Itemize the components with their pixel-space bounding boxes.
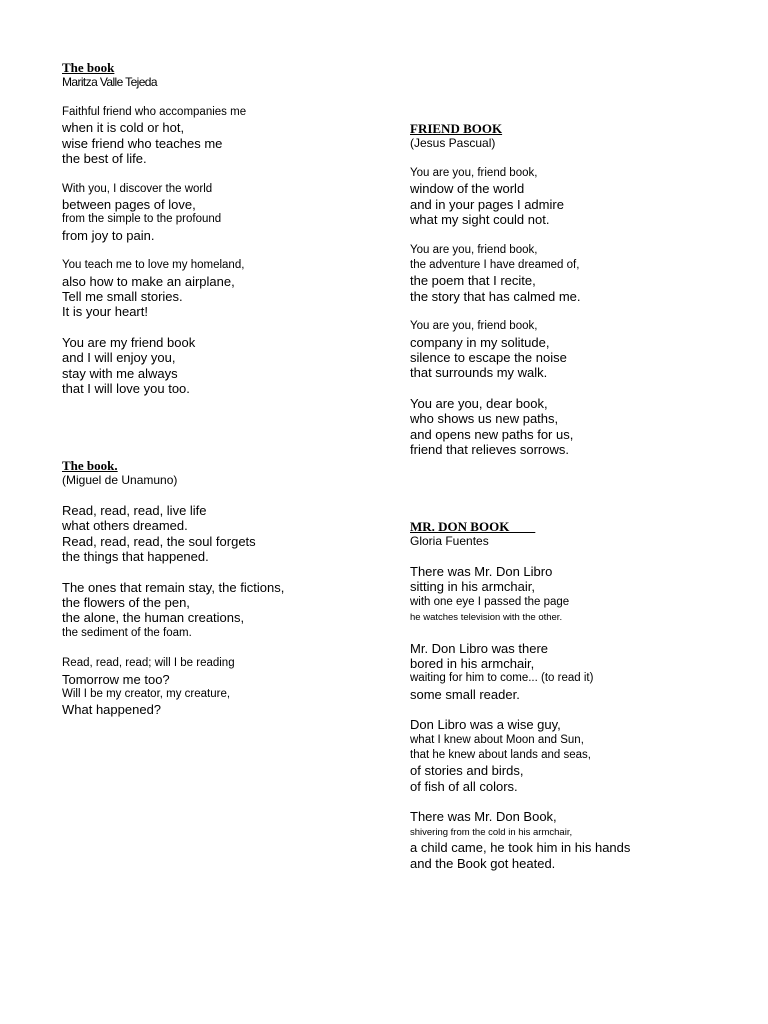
poem-line: the things that happened.	[62, 549, 209, 565]
poem-line: window of the world	[410, 181, 525, 197]
poem-title: The book.	[62, 458, 118, 473]
poem-line: who shows us new paths,	[410, 411, 559, 427]
poem-line: Faithful friend who accompanies me	[62, 106, 247, 118]
poem-line: and opens new paths for us,	[410, 426, 574, 442]
poem-line: from joy to pain.	[62, 227, 155, 243]
poem-stanza	[410, 641, 750, 703]
poem-line: the story that has calmed me.	[410, 288, 581, 304]
poem-line: Don Libro was a wise guy,	[410, 717, 561, 733]
poem-stanza	[410, 564, 750, 626]
poem-line: There was Mr. Don Book,	[410, 809, 557, 825]
poem-line: Read, read, read; will I be reading	[62, 657, 235, 670]
poem-line: Read, read, read, the soul forgets	[62, 533, 256, 549]
poem-author: Gloria Fuentes	[410, 534, 489, 548]
poem-stanza	[410, 166, 750, 228]
poem-line: with one eye I passed the page	[410, 595, 570, 608]
poem-the-book-valle	[62, 60, 382, 397]
poem-line: the sediment of the foam.	[62, 626, 192, 639]
poem-line: sitting in his armchair,	[410, 579, 535, 595]
poem-line: also how to make an airplane,	[62, 273, 235, 289]
poem-line: from the simple to the profound	[62, 213, 222, 226]
poem-author: (Jesus Pascual)	[410, 136, 496, 150]
poem-friend-book	[410, 121, 750, 458]
poem-line: what my sight could not.	[410, 212, 550, 228]
poem-author: Maritza Valle Tejeda	[62, 75, 157, 89]
poem-line: a child came, he took him in his hands	[410, 840, 631, 856]
poem-the-book-unamuno	[62, 458, 382, 718]
poem-line: that I will love you too.	[62, 381, 190, 397]
poem-line: what others dreamed.	[62, 518, 188, 534]
poem-line: You are you, friend book,	[410, 320, 538, 333]
poem-line: Will I be my creator, my creature,	[62, 688, 231, 701]
poem-title: MR. DON BOOK	[410, 519, 536, 534]
poem-line: With you, I discover the world	[62, 182, 213, 195]
poem-line: the adventure I have dreamed of,	[410, 259, 580, 272]
poem-stanza	[62, 335, 382, 397]
poem-line: Tell me small stories.	[62, 289, 183, 305]
poem-title: FRIEND BOOK	[410, 121, 503, 136]
poem-line: of fish of all colors.	[410, 778, 518, 794]
poem-stanza	[62, 580, 382, 642]
poem-stanza	[410, 319, 750, 381]
poem-line: It is your heart!	[62, 304, 148, 320]
poem-title: The book	[62, 60, 115, 75]
poem-stanza	[62, 503, 382, 565]
poem-line: waiting for him to come... (to read it)	[410, 672, 594, 685]
poem-line: wise friend who teaches me	[62, 135, 223, 151]
poem-line: company in my solitude,	[410, 334, 550, 350]
poem-line: What happened?	[62, 702, 162, 718]
poem-line: Read, read, read, live life	[62, 503, 207, 518]
poem-stanza	[410, 396, 750, 458]
poem-stanza	[410, 243, 750, 305]
poem-line: stay with me always	[62, 365, 178, 381]
poem-line: You teach me to love my homeland,	[62, 259, 245, 272]
poem-line: that he knew about lands and seas,	[410, 749, 591, 762]
poem-mr-don-book	[410, 519, 750, 871]
poem-line: There was Mr. Don Libro	[410, 564, 553, 579]
poem-line: You are you, dear book,	[410, 395, 548, 411]
poem-line: some small reader.	[410, 686, 520, 702]
poem-line: and I will enjoy you,	[62, 350, 176, 366]
poem-line: the poem that I recite,	[410, 273, 536, 289]
poem-stanza	[62, 656, 382, 718]
poem-line: You are you, friend book,	[410, 167, 538, 179]
poem-stanza	[62, 182, 382, 244]
poem-line: the best of life.	[62, 151, 147, 167]
poem-line: what I knew about Moon and Sun,	[410, 733, 584, 746]
poem-line: he watches television with the other.	[410, 612, 563, 624]
poem-line: of stories and birds,	[410, 763, 524, 779]
poem-author: (Miguel de Unamuno)	[62, 473, 178, 487]
poem-line: You are you, friend book,	[410, 243, 538, 256]
poem-stanza	[410, 809, 750, 871]
poem-stanza	[62, 258, 382, 320]
poem-line: You are my friend book	[62, 334, 196, 350]
poem-line: the flowers of the pen,	[62, 595, 190, 611]
poem-stanza	[410, 717, 750, 794]
poem-line: friend that relieves sorrows.	[410, 442, 569, 458]
poem-line: The ones that remain stay, the fictions,	[62, 579, 285, 595]
poem-line: that surrounds my walk.	[410, 365, 548, 381]
poem-line: and the Book got heated.	[410, 855, 556, 871]
poem-line: Mr. Don Libro was there	[410, 640, 549, 656]
poem-line: and in your pages I admire	[410, 196, 564, 212]
poem-line: the alone, the human creations,	[62, 610, 245, 626]
poem-line: shivering from the cold in his armchair,	[410, 826, 573, 838]
poem-line: Tomorrow me too?	[62, 671, 170, 687]
poem-line: between pages of love,	[62, 197, 196, 213]
poem-line: bored in his armchair,	[410, 656, 535, 672]
poem-line: silence to escape the noise	[410, 350, 567, 366]
poem-line: when it is cold or hot,	[62, 120, 185, 136]
poem-stanza	[62, 105, 382, 167]
